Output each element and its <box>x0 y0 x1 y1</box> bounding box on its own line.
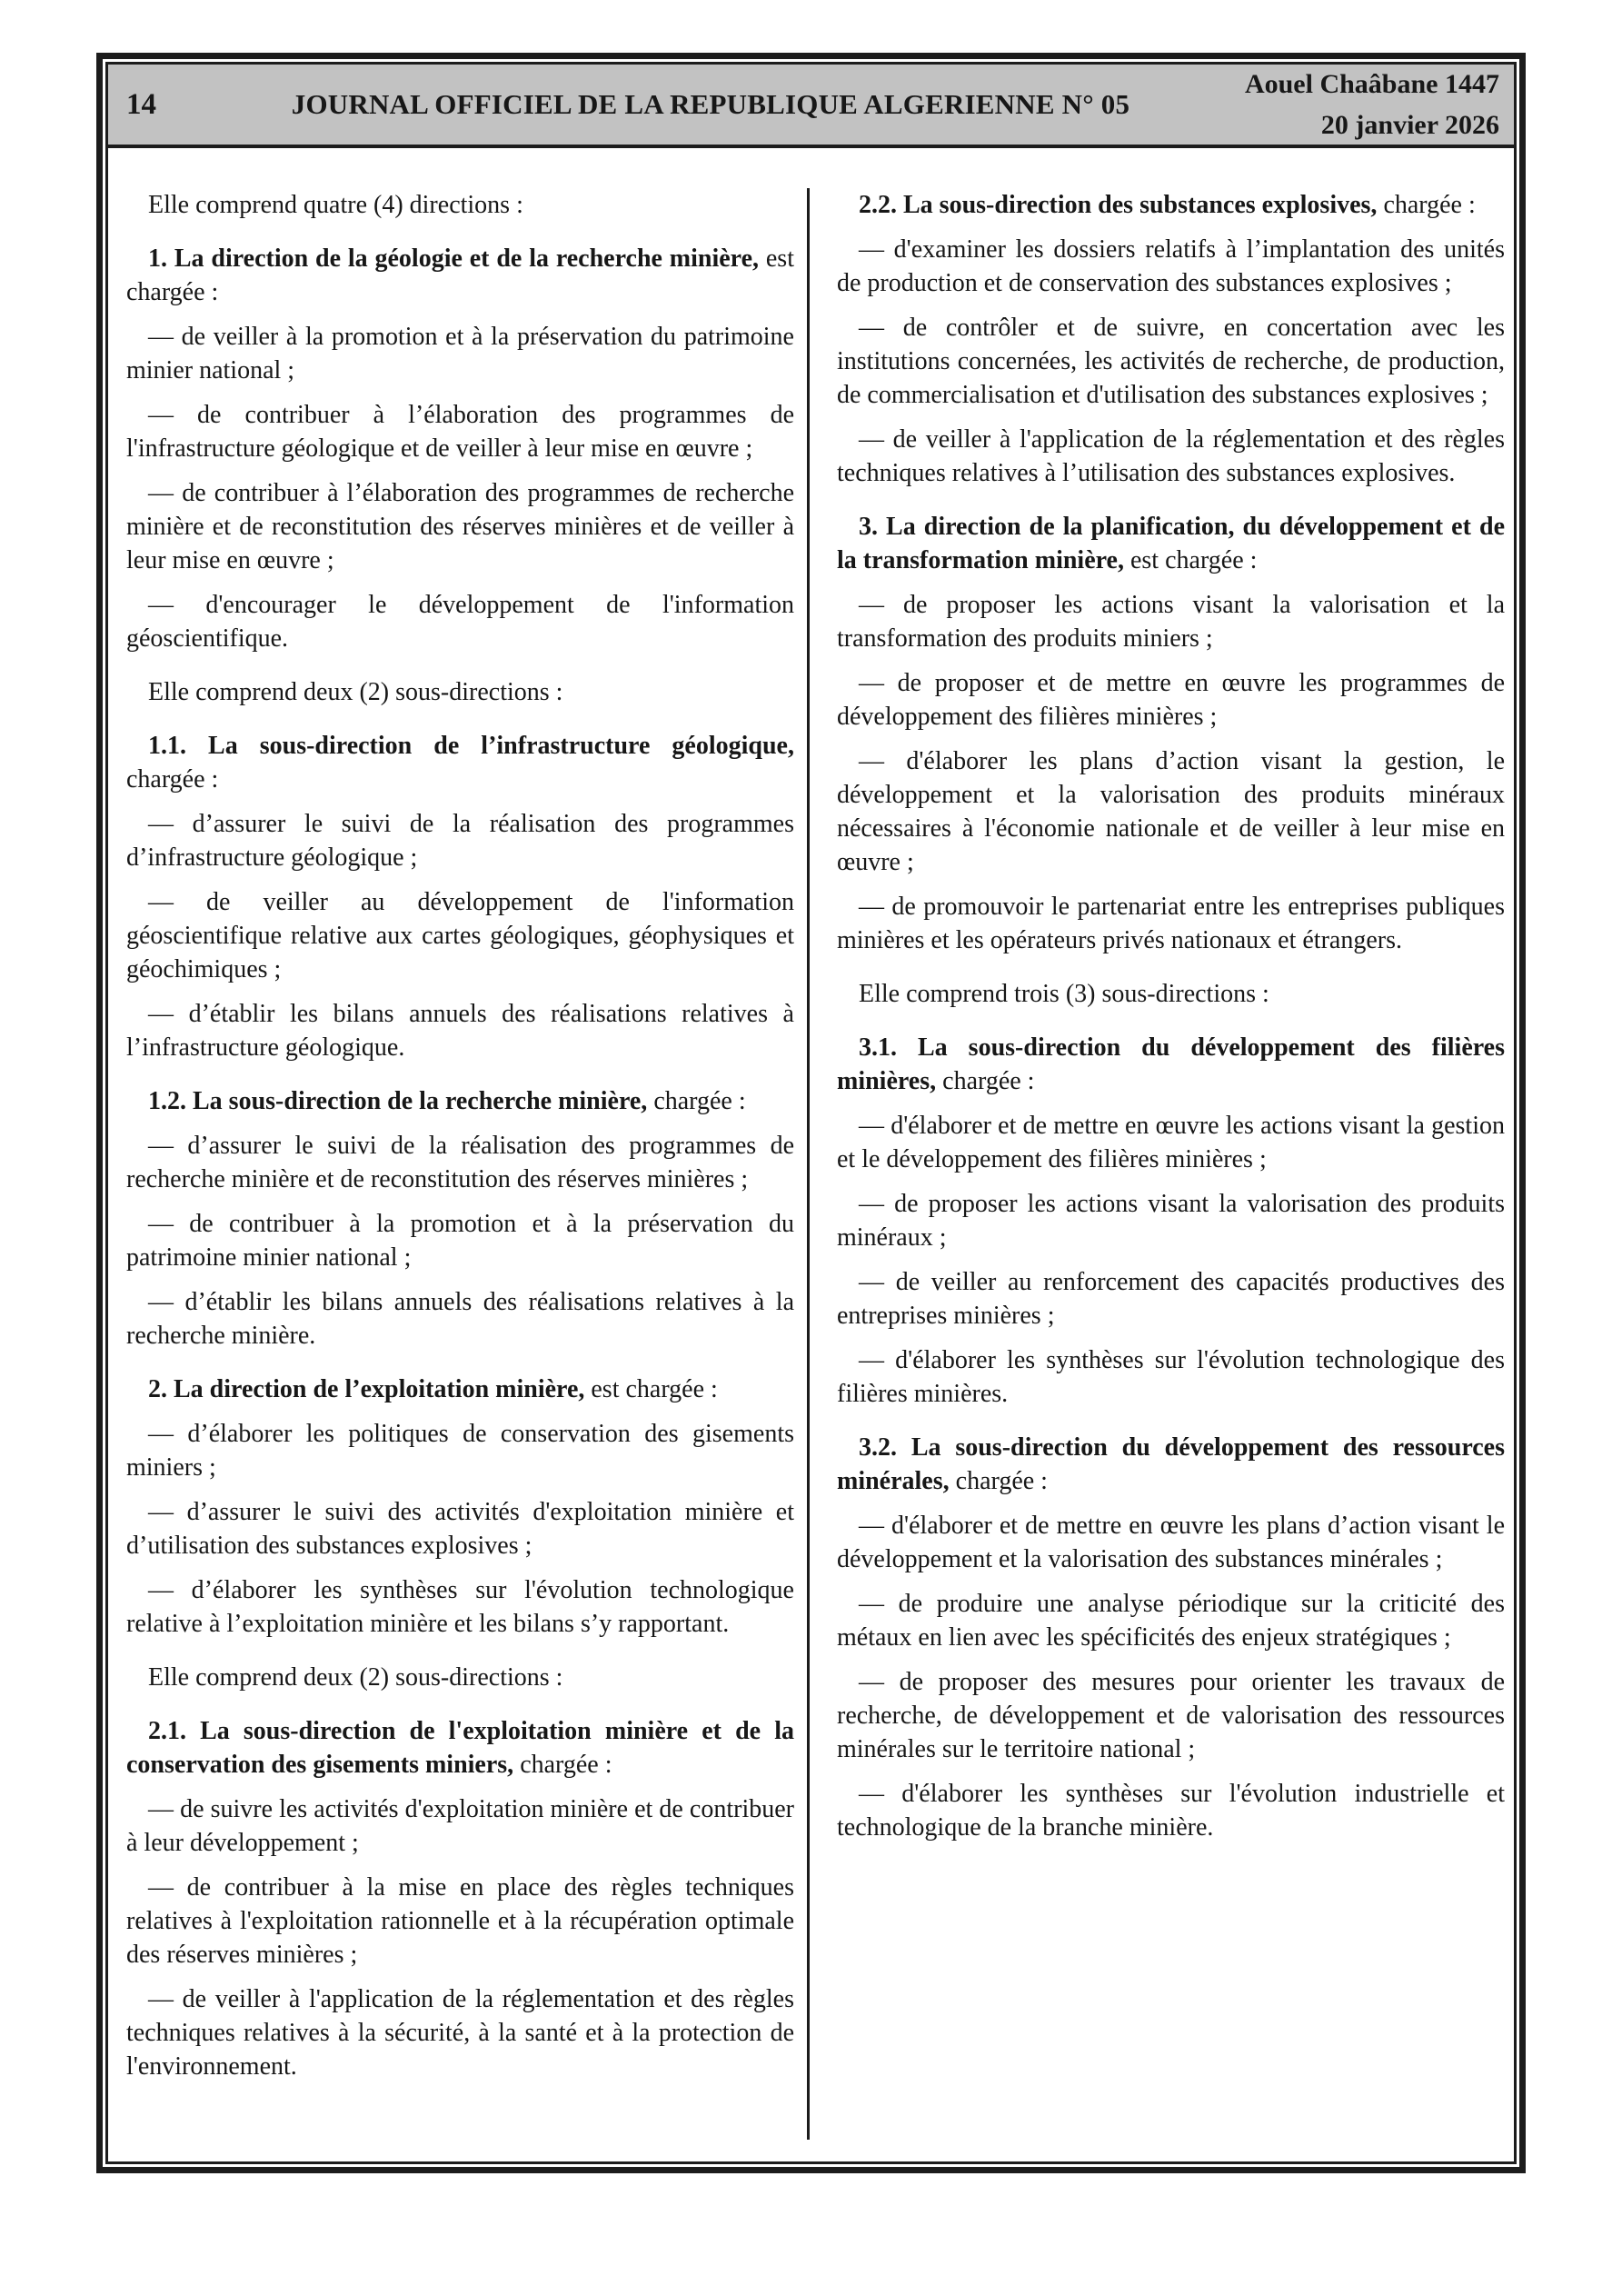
paragraph: Elle comprend trois (3) sous-directions : <box>859 980 1269 1008</box>
list-item: — d’établir les bilans annuels des réalisations relatives à l’infrastructure géologique. <box>126 1000 794 1062</box>
section-heading-bold: 2. La direction de l’exploitation minière, <box>148 1375 585 1403</box>
journal-title: JOURNAL OFFICIEL DE LA REPUBLIQUE ALGERIENNE N° 05 <box>291 88 1130 120</box>
list-item: — de suivre les activités d'exploitation minière et de contribuer à leur développement ; <box>126 1795 794 1857</box>
list-item: — de veiller à l'application de la réglementation et des règles techniques relatives à l’utilisation des substances explosives. <box>837 425 1505 487</box>
list-item: — de veiller au développement de l'information géoscientifique relative aux cartes géologiques, géophysiques et géochimiques ; <box>126 888 794 983</box>
section-heading <box>126 729 794 796</box>
section-heading-rest: est chargée : <box>126 245 794 306</box>
header-dates <box>1199 64 1499 145</box>
gregorian-date: 20 janvier 2026 <box>1320 110 1499 140</box>
section-heading-rest: chargée : <box>1377 191 1476 219</box>
page-outer-border <box>96 53 1526 2173</box>
section-heading <box>837 188 1505 222</box>
list-item: — d’établir les bilans annuels des réalisations relatives à la recherche minière. <box>126 1288 794 1350</box>
list-item: — d’élaborer les synthèses sur l'évolution technologique relative à l’exploitation minière et les bilans s’y rapportant. <box>126 1576 794 1638</box>
paragraph: Elle comprend deux (2) sous-directions : <box>148 678 563 706</box>
list-item: — d'élaborer les synthèses sur l'évolution industrielle et technologique de la branche minière. <box>837 1780 1505 1842</box>
section-heading <box>837 1431 1505 1498</box>
hijri-date: Aouel Chaâbane 1447 <box>1244 69 1499 99</box>
section-heading-bold: 3.1. La sous-direction du développement des filières minières, <box>837 1033 1505 1095</box>
list-item: — d’assurer le suivi de la réalisation des programmes de recherche minière et de reconstitution des réserves minières ; <box>126 1132 794 1193</box>
section-heading <box>837 510 1505 577</box>
list-item: — d’assurer le suivi des activités d'exploitation minière et d’utilisation des substances explosives ; <box>126 1498 794 1560</box>
section-heading-rest: chargée : <box>949 1467 1048 1495</box>
section-heading-rest: est chargée : <box>1123 546 1258 574</box>
list-item: — de promouvoir le partenariat entre les entreprises publiques minières et les opérateurs privés nationaux et étrangers. <box>837 893 1505 954</box>
section-heading-rest: est chargée : <box>584 1375 718 1403</box>
section-heading-bold: 1.2. La sous-direction de la recherche minière, <box>148 1087 648 1115</box>
section-heading-rest: chargée : <box>647 1087 746 1115</box>
list-item: — de veiller au renforcement des capacités productives des entreprises minières ; <box>837 1268 1505 1330</box>
list-item: — d'élaborer les synthèses sur l'évolution technologique des filières minières. <box>837 1346 1505 1408</box>
paragraph: Elle comprend quatre (4) directions : <box>148 191 523 219</box>
section-heading <box>837 1031 1505 1098</box>
list-item: — de contribuer à l’élaboration des programmes de recherche minière et de reconstitution des réserves minières et de veiller à leur mise en œuvre ; <box>126 479 794 574</box>
section-heading-bold: 3.2. La sous-direction du développement des ressources minérales, <box>837 1433 1505 1495</box>
list-item: — d’assurer le suivi de la réalisation des programmes d’infrastructure géologique ; <box>126 810 794 872</box>
list-item: — de proposer des mesures pour orienter les travaux de recherche, de développement et de valorisation des ressources minérales sur le territoire national ; <box>837 1668 1505 1763</box>
section-heading-rest: chargée : <box>936 1067 1035 1095</box>
right-column <box>810 188 1505 2161</box>
page-content <box>108 148 1514 2161</box>
list-item: — d'élaborer et de mettre en œuvre les plans d’action visant le développement et la valorisation des substances minérales ; <box>837 1512 1505 1573</box>
list-item: — de contribuer à la promotion et à la préservation du patrimoine minier national ; <box>126 1210 794 1272</box>
list-item: — de proposer et de mettre en œuvre les programmes de développement des filières minières ; <box>837 669 1505 731</box>
section-heading-bold: 2.2. La sous-direction des substances explosives, <box>859 191 1378 219</box>
section-heading <box>126 1084 794 1118</box>
paragraph: Elle comprend deux (2) sous-directions : <box>148 1663 563 1692</box>
section-heading-bold: 3. La direction de la planification, du développement et de la transformation minière, <box>837 513 1505 574</box>
left-column <box>126 188 807 2161</box>
section-heading-bold: 1. La direction de la géologie et de la recherche minière, <box>148 245 760 273</box>
page-header-band <box>108 65 1514 148</box>
list-item: — d’élaborer les politiques de conservation des gisements miniers ; <box>126 1420 794 1482</box>
section-heading-bold: 2.1. La sous-direction de l'exploitation minière et de la conservation des gisements miniers, <box>126 1717 794 1779</box>
list-item: — de proposer les actions visant la valorisation des produits minéraux ; <box>837 1190 1505 1252</box>
list-item: — d'encourager le développement de l'information géoscientifique. <box>126 591 794 653</box>
list-item: — de veiller à la promotion et à la préservation du patrimoine minier national ; <box>126 323 794 384</box>
list-item: — de contribuer à l’élaboration des programmes de l'infrastructure géologique et de veiller à leur mise en œuvre ; <box>126 401 794 463</box>
list-item: — de produire une analyse périodique sur la criticité des métaux en lien avec les spécificités des enjeux stratégiques ; <box>837 1590 1505 1652</box>
section-heading <box>126 242 794 309</box>
list-item: — de veiller à l'application de la réglementation et des règles techniques relatives à la sécurité, à la santé et à la protection de l'environnement. <box>126 1985 794 2081</box>
section-heading <box>126 1373 794 1406</box>
page-inner-border <box>105 62 1517 2164</box>
page-number: 14 <box>126 87 156 121</box>
list-item: — d'élaborer les plans d’action visant la gestion, le développement et la valorisation des produits minéraux nécessaires à l'économie nationale et de veiller à leur mise en œuvre ; <box>837 747 1505 876</box>
list-item: — de proposer les actions visant la valorisation et la transformation des produits miniers ; <box>837 591 1505 653</box>
section-heading-rest: chargée : <box>126 765 219 794</box>
section-heading <box>126 1714 794 1782</box>
list-item: — de contribuer à la mise en place des règles techniques relatives à l'exploitation rationnelle et à la récupération optimale des réserves minières ; <box>126 1873 794 1969</box>
section-heading-bold: 1.1. La sous-direction de l’infrastructure géologique, <box>148 732 794 760</box>
list-item: — de contrôler et de suivre, en concertation avec les institutions concernées, les activités de recherche, de production, de commercialisation et d'utilisation des substances explosives ; <box>837 314 1505 409</box>
list-item: — d'examiner les dossiers relatifs à l’implantation des unités de production et de conservation des substances explosives ; <box>837 235 1505 297</box>
section-heading-rest: chargée : <box>513 1751 612 1779</box>
list-item: — d'élaborer et de mettre en œuvre les actions visant la gestion et le développement des filières minières ; <box>837 1112 1505 1173</box>
